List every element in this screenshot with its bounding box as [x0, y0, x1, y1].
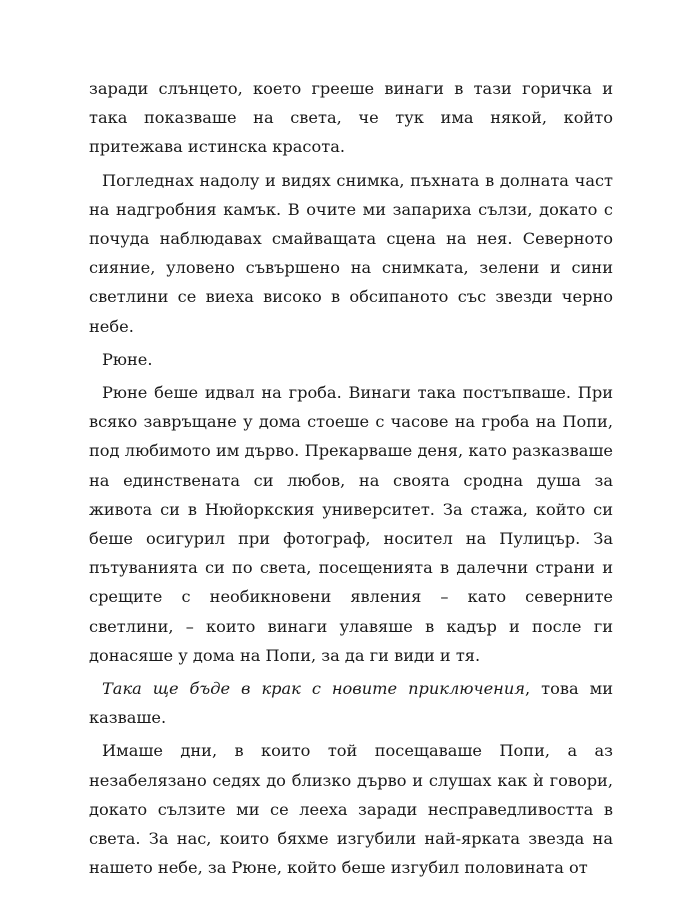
paragraph-3: Рюне.	[102, 349, 153, 369]
italic-quote: Така ще бъде в крак с новите приключения	[102, 679, 525, 699]
paragraph-4: Рюне беше идвал на гроба. Винаги така постъпваше. При всяко завръщане у дома стоеше с часове на гроба на Попи, под любимото им дърво. Прекарваше деня, като разказваше на единствената си любов, на своята сродна душа за живота си в Нюйоркския университет. За стажа, който си беше осигурил при фотограф, носител на Пулицър. За пътуванията си по света, посещенията в далечни страни и срещите с необикновени явления – като северните светлини, – които винаги улавяше в кадър и после ги донасяше у дома на Попи, за да ги види и тя.	[89, 383, 613, 665]
paragraph-5-rest: , това ми казваше.	[89, 679, 613, 728]
paragraph-1: заради слънцето, което грееше винаги в тази горичка и така показваше на света, че тук има някой, който притежава истинска красота.	[89, 79, 613, 157]
paragraph-6: Имаше дни, в които той посещаваше Попи, а аз незабелязано седях до близко дърво и слушах как ѝ говори, докато сълзите ми се лееха заради несправедливостта в света. За нас, които бяхме изгубили най-ярката звезда на нашето небе, за Рюне, който беше изгубил половината от	[89, 741, 613, 878]
paragraph-5	[89, 674, 613, 732]
paragraph-2: Погледнах надолу и видях снимка, пъхната в долната част на надгробния камък. В очите ми запариха сълзи, докато с почуда наблюдавах смайващата сцена на нея. Северното сияние, уловено съвършено на снимката, зелени и сини светлини се виеха високо в обсипаното със звезди черно небе.	[89, 170, 613, 336]
page-body-text	[89, 74, 613, 882]
